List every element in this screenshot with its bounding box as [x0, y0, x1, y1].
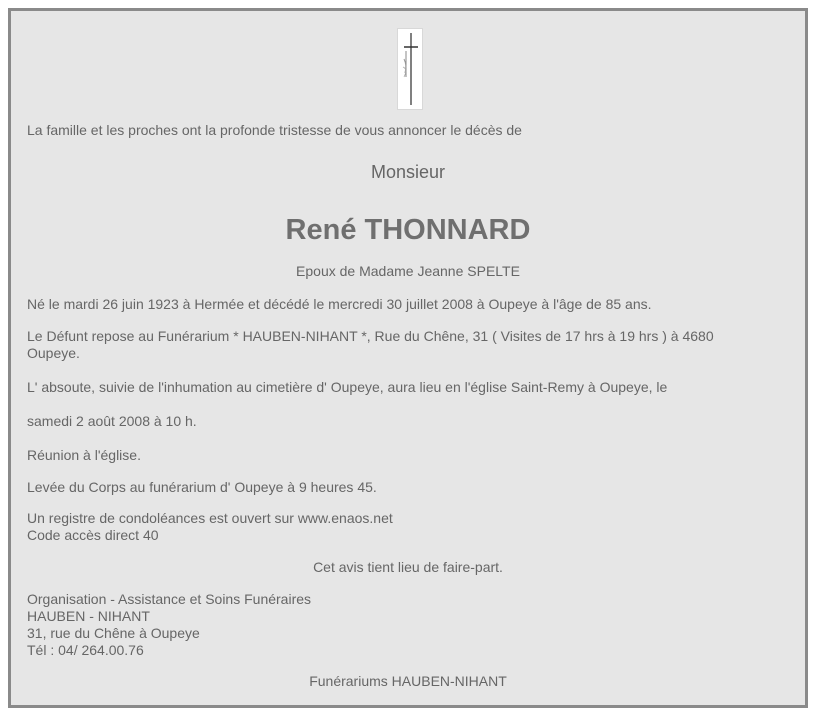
spouse-line: Epoux de Madame Jeanne SPELTE: [296, 263, 520, 279]
repose-line-2: Oupeye.: [27, 345, 80, 361]
birth-death-line: Né le mardi 26 juin 1923 à Hermée et décédé le mercredi 30 juillet 2008 à Oupeye à l'âge de 85 ans.: [27, 296, 652, 312]
levee-line: Levée du Corps au funérarium d' Oupeye à 9 heures 45.: [27, 479, 377, 495]
organisation-phone: Tél : 04/ 264.00.76: [27, 642, 144, 658]
footer-signature: Funérariums HAUBEN-NIHANT: [309, 673, 507, 689]
registre-line-2: Code accès direct 40: [27, 527, 159, 543]
absoute-line: L' absoute, suivie de l'inhumation au cimetière d' Oupeye, aura lieu en l'église Saint-Remy à Oupeye, le: [27, 379, 668, 395]
ceremony-date: samedi 2 août 2008 à 10 h.: [27, 413, 197, 429]
obituary-notice: [8, 8, 808, 708]
faire-part-line: Cet avis tient lieu de faire-part.: [313, 559, 503, 575]
intro-text: La famille et les proches ont la profonde tristesse de vous annoncer le décès de: [27, 122, 522, 138]
organisation-line-2: HAUBEN - NIHANT: [27, 608, 150, 624]
organisation-line-1: Organisation - Assistance et Soins Funéraires: [27, 591, 312, 607]
crucifix-icon: [397, 28, 423, 110]
reunion-line: Réunion à l'église.: [27, 447, 141, 463]
deceased-name: René THONNARD: [285, 214, 531, 246]
organisation-line-3: 31, rue du Chêne à Oupeye: [27, 625, 200, 641]
salutation: Monsieur: [370, 162, 446, 182]
registre-line-1: Un registre de condoléances est ouvert sur www.enaos.net: [27, 510, 393, 526]
repose-line-1: Le Défunt repose au Funérarium * HAUBEN-NIHANT *, Rue du Chêne, 31 ( Visites de 17 hrs à 19 hrs ) à 4680: [27, 328, 714, 344]
